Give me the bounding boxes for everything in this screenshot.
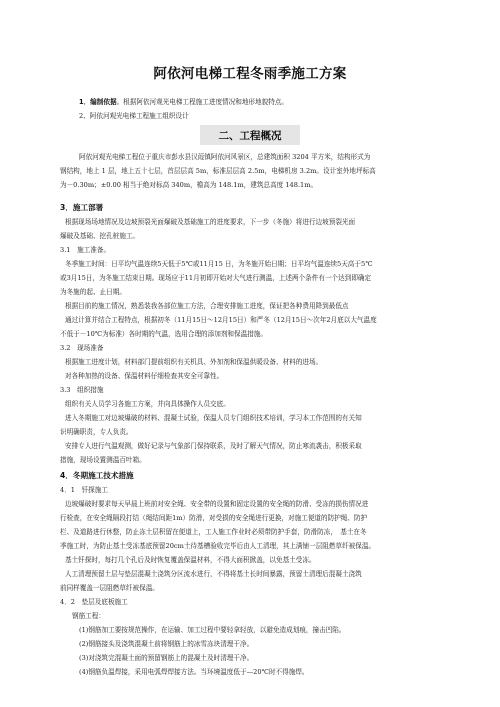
subsection-3-1-heading: 3.1 施工准备。 — [60, 246, 111, 254]
subsection-3-2-heading: 3.2 现场准备 — [60, 344, 104, 352]
section-3-intro-line: 爆破及基础、挖孔桩施工。 — [60, 232, 140, 240]
subsection-3-3-line: 识明确职责，专人负责。 — [60, 428, 133, 436]
basis-item-1-label: 1．编制依据 — [79, 98, 117, 106]
section-3-intro-line: 根据现场场地情况及边坡预裂光面爆破及基础施工的进度要求，下一步（冬施）将进行边坡预裂光面 — [65, 218, 356, 226]
subsection-3-1-line: 通过计算并结合工程特点，根据初冬（11月15日～12月15日）和严冬（12月15日～次年2月底以大气温度 — [65, 316, 377, 324]
subsection-3-1-line: 为冬施的起、止日期。 — [60, 288, 126, 296]
subsection-4-2-heading: 4．2 垫层及底板施工 — [60, 598, 128, 606]
subsection-4-1-line: 季施工时，为防止基土受冻基底预留20cm土待基槽验收完毕后由人工清理，其上满铺一层阻燃草纤被保温。 — [60, 542, 376, 550]
basis-item-1 — [79, 95, 474, 110]
subsection-4-1-line: 栏、及道路进行休整，防止冻土层积留在便道上，工人施工作业时必须带防护手套，防滑防冻， 基土在冬 — [60, 528, 367, 536]
subsection-4-1-line: 基土钎探时，每打几个孔后及时恢复覆盖保温材料，不得大面积掀盖，以免基土受冻。 — [65, 556, 316, 564]
subsection-3-2-line: 对各种加热的设备、保温材料仔细检查其安全可靠性。 — [65, 372, 224, 380]
document-title: 阿依河电梯工程冬雨季施工方案 — [153, 66, 347, 82]
subsection-4-1-line: 人工清理预留土层与垫层混凝土浇筑分区流水进行，不得将基土长时间暴露，预留土清理后混凝土浇筑 — [65, 570, 362, 578]
subsection-3-3-line: 进入冬期施工对边坡爆破的材料、混凝土试验，保温人员专门组织技术培训，学习本工作范围的有关知 — [65, 414, 362, 422]
section-3-heading: 3．施工部署 — [60, 203, 104, 212]
subsection-4-2-item: (4)钢筋负温焊接，采用电弧焊焊接方法。当环境温度低于—20℃时不得施焊。 — [79, 668, 309, 676]
subsection-4-2-item: (1)钢筋加工要按规范操作，在运输、加工过程中要轻拿轻放，以避免造成划痕，撞击凹陷。 — [79, 626, 346, 634]
subsection-3-3-heading: 3.3 组织措施 — [60, 386, 104, 394]
subsection-4-2-item: (2)钢筋接头及浇筑混凝土前将钢筋上的冰雪冻块清理干净。 — [79, 640, 254, 648]
basis-item-2: 2、阿依河观光电梯工程施工组织设计 — [79, 112, 189, 120]
subsection-3-1-line: 冬季施工时间：日平均气温连续5天低于5℃或11月15 日，为冬施开始日期；日平均气温连续5天高于5℃ — [65, 260, 373, 268]
subsection-4-1-line: 边坡爆破时要求每天早晨上班前对安全绳、安全带的设置和固定设置的安全绳的防滑、受冻的损伤情况进 — [65, 500, 369, 508]
subsection-3-1-line: 根据目前的施工情况，熟悉装我各部位施工方法，合理安排施工进度，保证把各种费用降到最低点 — [65, 302, 349, 310]
subsection-3-2-line: 根据施工进度计划，材料部门提前组织有关机具、外加剂和保温供暖设备、材料的进场。 — [65, 358, 323, 366]
basis-item-1-text: 。根据阿依河观光电梯工程施工进度情况和地形地貌特点。 — [116, 98, 288, 106]
subsection-3-1-line: 或3月15日，为冬施工结束日期。现场应于11月初即开始对大气进行测温，上述两个条件有一个达到即确定 — [60, 274, 372, 282]
subsection-3-3-line: 组织有关人员学习各施工方案，并向具体操作人员交底。 — [65, 400, 230, 408]
overview-line: 为－0.30m；±0.00 相当于绝对标高 340m，檐高为 148.1m，建筑总高度 148.1m。 — [60, 181, 318, 189]
subsection-4-1-line: 行检查，在安全绳隔段打结（绳结间距1m）防滑，对受损的安全绳进行更换，对施工便道的防护绳、防护 — [60, 514, 368, 522]
subsection-4-2-item: (3)对浇筑完混凝土面的预留钢筋上的混凝土及时清理干净。 — [79, 654, 254, 662]
subsection-4-1-heading: 4．1 钎探施工 — [60, 486, 108, 494]
section-2-heading: 二、工程概况 — [200, 125, 300, 145]
overview-line: 钢结构，地上 1 层，地上五十七层，首层层高 5m，标准层层高 2.5m，电梯机房 3.2m。设计室外地坪标高 — [60, 167, 376, 175]
subsection-4-1-line: 前同样覆盖一层阻燃草纤被保温。 — [60, 584, 159, 592]
subsection-3-1-line: 不低于－10℃为标准）各时期的气温，选用合理的添加剂和保温措施。 — [60, 330, 267, 338]
overview-line: 阿依河观光电梯工程位于重庆市彭水县汉葭镇阿依河风景区，总建筑面积 3204 平方米，结构形式为 — [79, 153, 371, 161]
section-4-heading: 4．冬期施工技术措施 — [60, 471, 134, 480]
subsection-4-2-subheading: 钢筋工程： — [72, 612, 105, 620]
subsection-3-3-line: 措施，现场设置测温百叶箱。 — [60, 456, 146, 464]
subsection-3-3-line: 安排专人进行气温观测，做好记录与气象部门保持联系，及时了解天气情况，防止寒流袭击，积极采取 — [65, 442, 362, 450]
